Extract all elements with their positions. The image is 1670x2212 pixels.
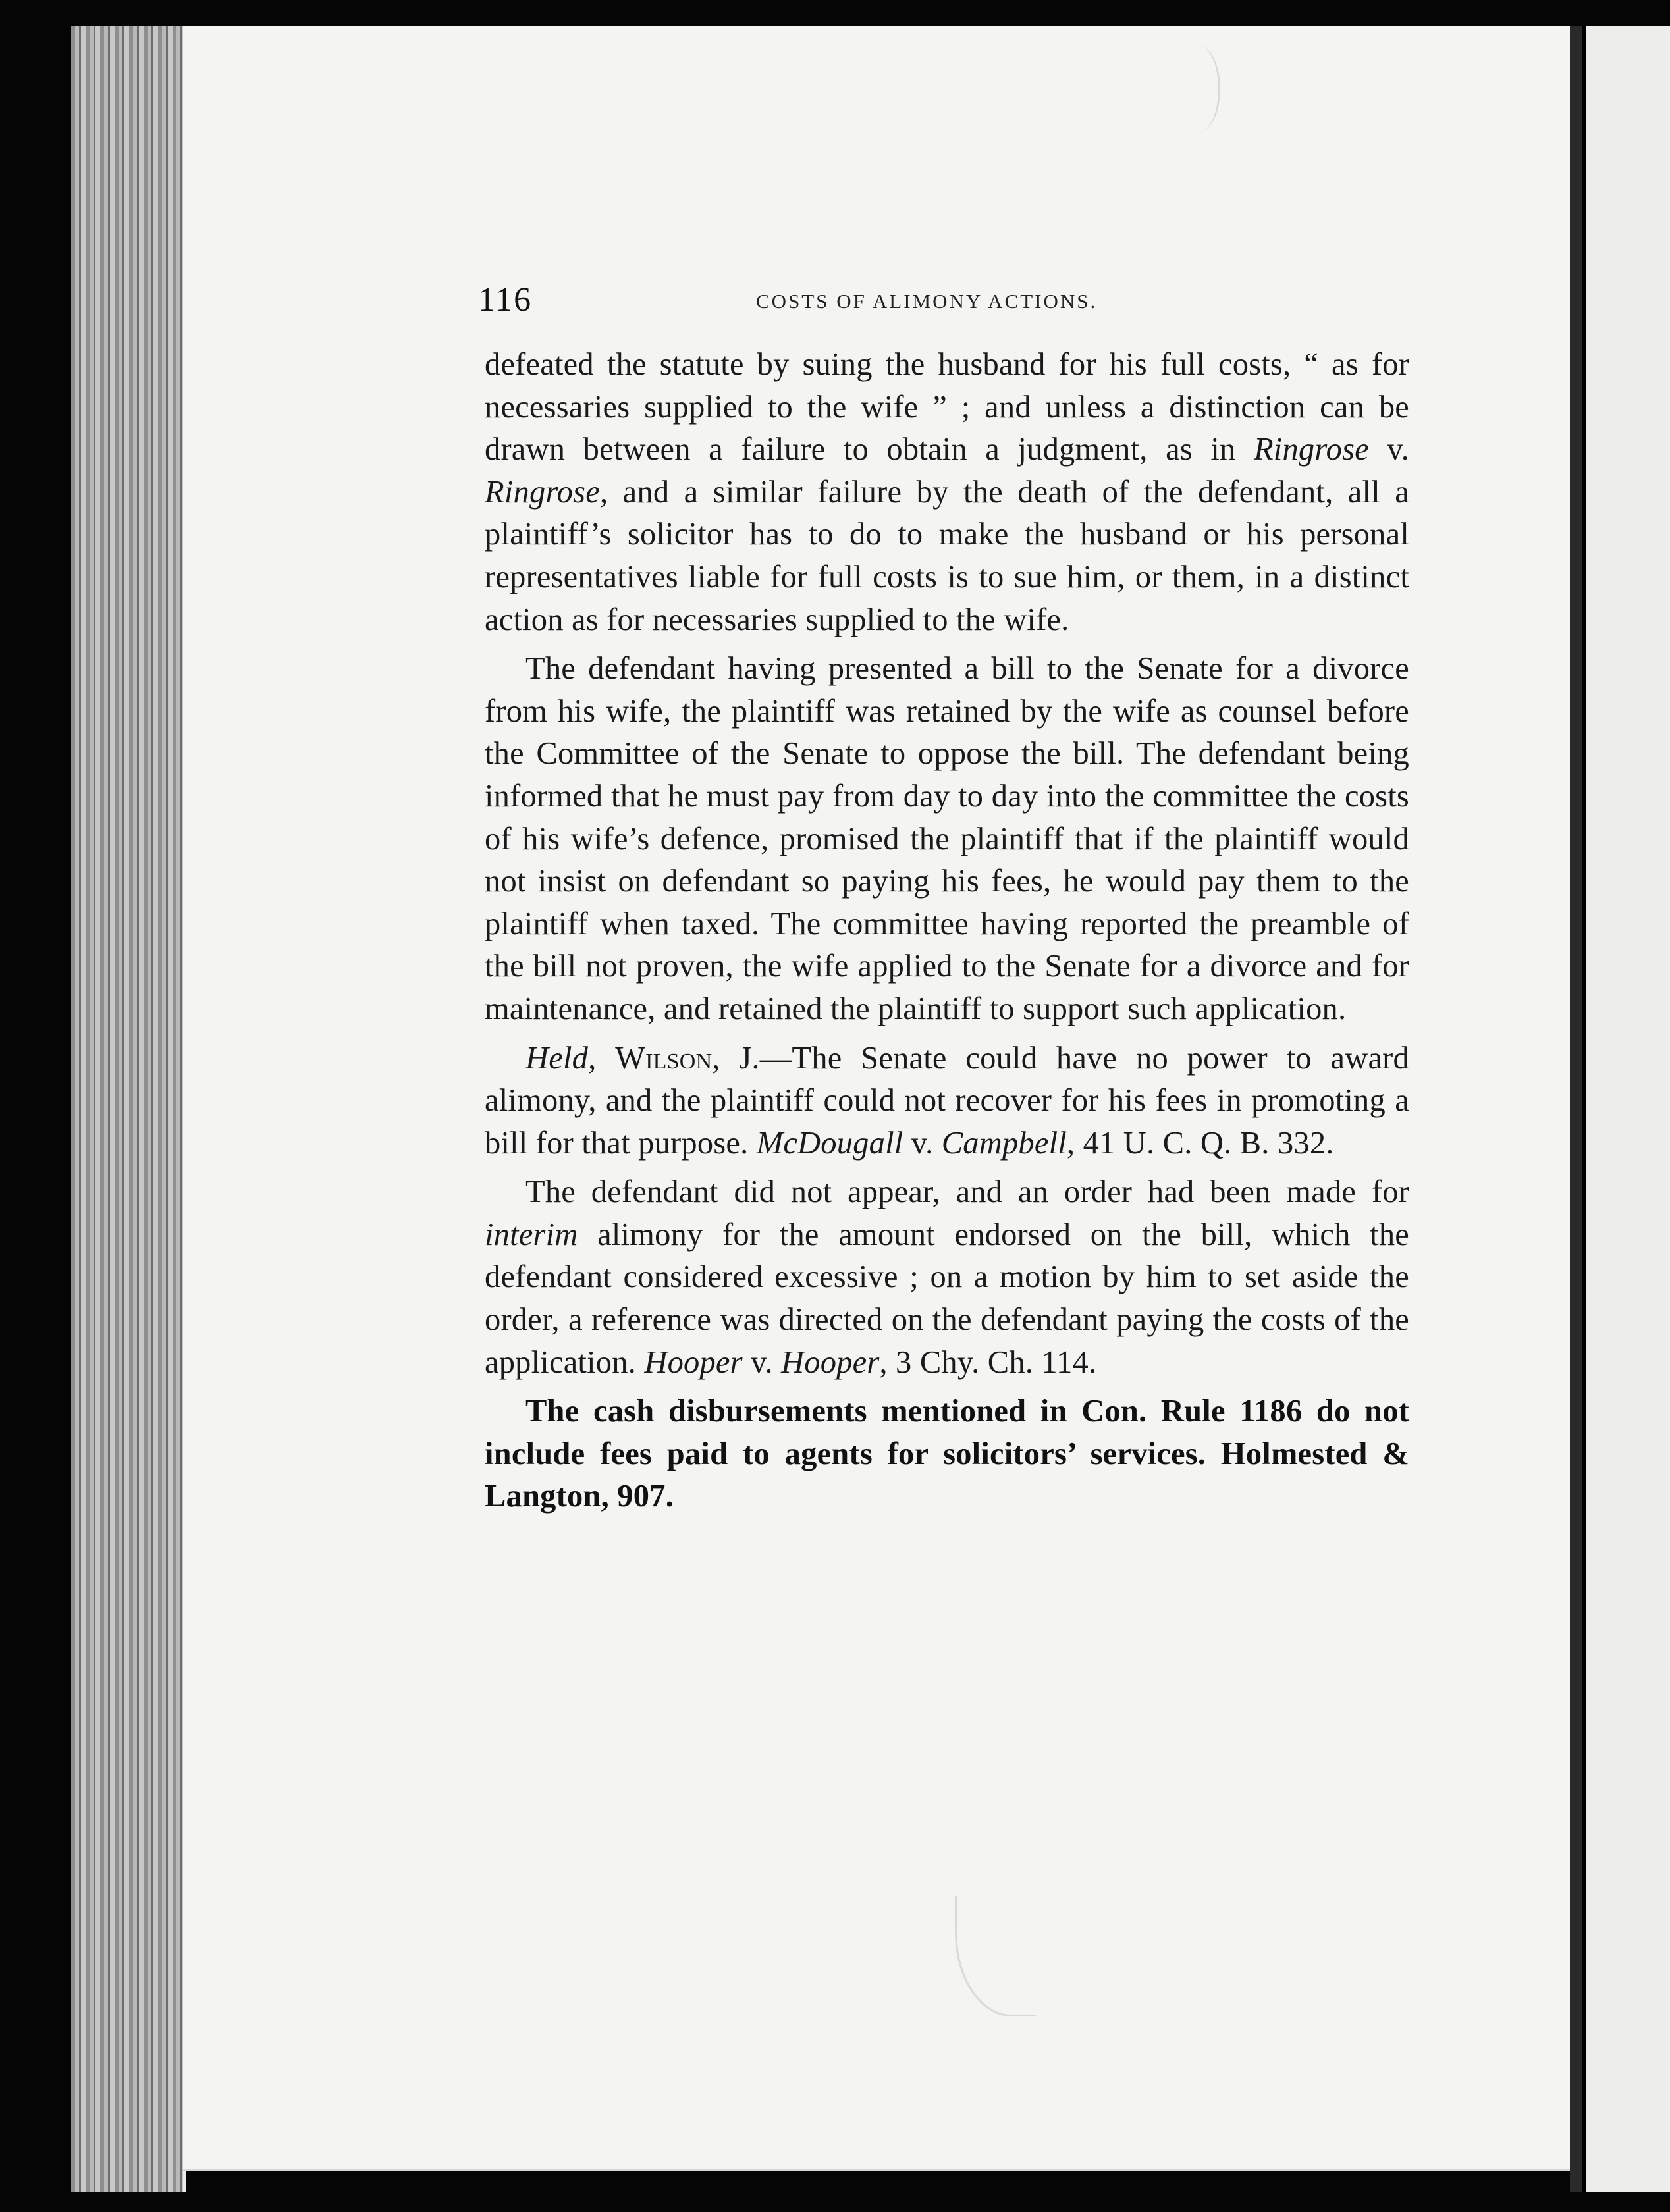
text-run: defeated the statute by suing the husband for his full costs, “ as for necessaries supplied to the wife ” ; and unless a distinction can be drawn between a failure to obtain a judgment, as in xyxy=(485,347,1409,467)
text-run: The defendant did not appear, and an order had been made for xyxy=(525,1174,1409,1210)
paragraph xyxy=(485,648,1409,1030)
gutter-shadow xyxy=(1570,26,1582,2192)
case-name: Campbell xyxy=(941,1125,1067,1161)
judge-name: Wilson xyxy=(615,1040,713,1076)
text-run: v. xyxy=(1368,432,1409,467)
text-run: , 41 U. C. Q. B. 332. xyxy=(1066,1125,1334,1161)
text-run: , xyxy=(588,1040,616,1076)
running-title: COSTS OF ALIMONY ACTIONS. xyxy=(756,290,1098,313)
case-name: Hooper xyxy=(644,1344,743,1380)
text-run: alimony for the amount endorsed on the bill, which the defendant considered excessive ; on a motion by him to set aside the order, a reference was directed on the defendant paying the costs of the application. xyxy=(485,1217,1409,1380)
text-run: , 3 Chy. Ch. 114. xyxy=(879,1344,1097,1380)
case-name: interim xyxy=(485,1217,578,1252)
text-run: , J.—The Senate could have no power to award alimony, and the plaintiff could not recover for his fees in promoting a bill for that purpose. xyxy=(485,1040,1409,1161)
page-number: 116 xyxy=(478,281,533,319)
text-run: v. xyxy=(903,1125,942,1161)
case-name: McDougall xyxy=(756,1125,903,1161)
text-run: The defendant having presented a bill to the Senate for a divorce from his wife, the plaintiff was retained by the wife as counsel before the Committee of the Senate to oppose the bill. The defendant being informed that he must pay from day to day into the committee the costs of his wife’s defence, promised the plaintiff that if the plaintiff would not insist on defendant so paying his fees, he would pay them to the plaintiff when taxed. The committee having reported the preamble of the bill not proven, the wife applied to the Senate for a divorce and for maintenance, and retained the plaintiff to support such application. xyxy=(485,651,1409,1026)
text-run: v. xyxy=(742,1344,782,1380)
page-body xyxy=(485,344,1409,1525)
paragraph xyxy=(485,1171,1409,1384)
running-head xyxy=(478,280,1418,327)
paragraph xyxy=(485,1038,1409,1165)
paragraph xyxy=(485,344,1409,641)
paragraph xyxy=(485,1390,1409,1518)
facing-page-edge xyxy=(1582,26,1670,2192)
case-name: Hooper xyxy=(781,1344,880,1380)
case-name: Ringrose xyxy=(485,474,600,510)
text-run: , and a similar failure by the death of the defendant, all a plaintiff’s solicitor has to do to make the husband or his personal representatives liable for full costs is to sue him, or them, in a distinct action as for necessaries supplied to the wife. xyxy=(485,474,1409,637)
case-name: Held xyxy=(525,1040,589,1076)
case-name: Ringrose xyxy=(1253,432,1369,467)
pencil-mark xyxy=(1179,46,1220,132)
text-run: The cash disbursements mentioned in Con. Rule 1186 do not include fees paid to agents for solicitors’ services. Holmested & Langton, 907. xyxy=(485,1394,1409,1514)
book-page-edges xyxy=(71,26,186,2192)
